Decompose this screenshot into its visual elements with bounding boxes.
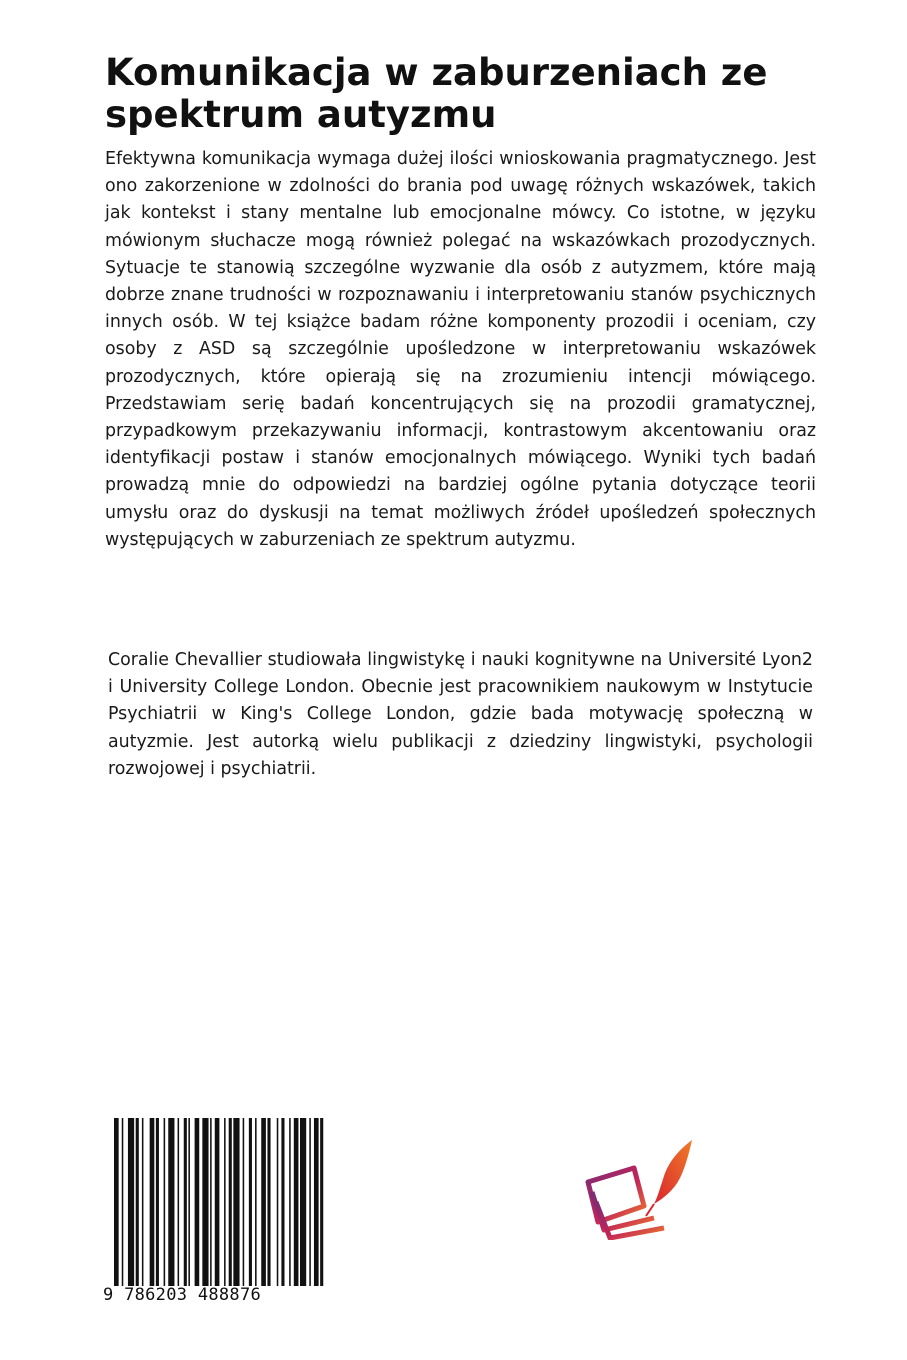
book-quill-logo-icon: [584, 1138, 699, 1240]
isbn-number: 9 786203 488876: [103, 1285, 262, 1305]
barcode-icon: [112, 1118, 418, 1286]
author-bio: Coralie Chevallier studiowała lingwistykę i nauki kognitywne na Université Lyon2 i University College London. Obecnie jest pracownikiem naukowym w Instytucie Psychiatrii w King's College London, gdzie bada motywację społeczną w autyzmie. Jest autorką wielu publikacji z dziedziny lingwistyki, psychologii rozwojowej i psychiatrii.: [108, 650, 813, 779]
book-description: Efektywna komunikacja wymaga dużej ilości wnioskowania pragmatycznego. Jest ono zakorzenione w zdolności do brania pod uwagę różnych wskazówek, takich jak kontekst i stany mentalne lub emocjonalne mówcy. Co istotne, w języku mówionym słuchacze mogą również polegać na wskazówkach prozodycznych. Sytuacje te stanowią szczególne wyzwanie dla osób z autyzmem, które mają dobrze znane trudności w rozpoznawaniu i interpretowaniu stanów psychicznych innych osób. W tej książce badam różne komponenty prozodii i oceniam, czy osoby z ASD są szczególnie upośledzone w interpretowaniu wskazówek prozodycznych, które opierają się na zrozumieniu intencji mówiącego. Przedstawiam serię badań koncentrujących się na prozodii gramatycznej, przypadkowym przekazywaniu informacji, kontrastowym akcentowaniu oraz identyfikacji postaw i stanów emocjonalnych mówiącego. Wyniki tych badań prowadzą mnie do odpowiedzi na bardziej ogólne pytania dotyczące teorii umysłu oraz do dyskusji na temat możliwych źródeł upośledzeń społecznych występujących w zaburzeniach ze spektrum autyzmu.: [105, 149, 816, 550]
book-title: Komunikacja w zaburzeniach ze spektrum autyzmu: [105, 51, 768, 136]
